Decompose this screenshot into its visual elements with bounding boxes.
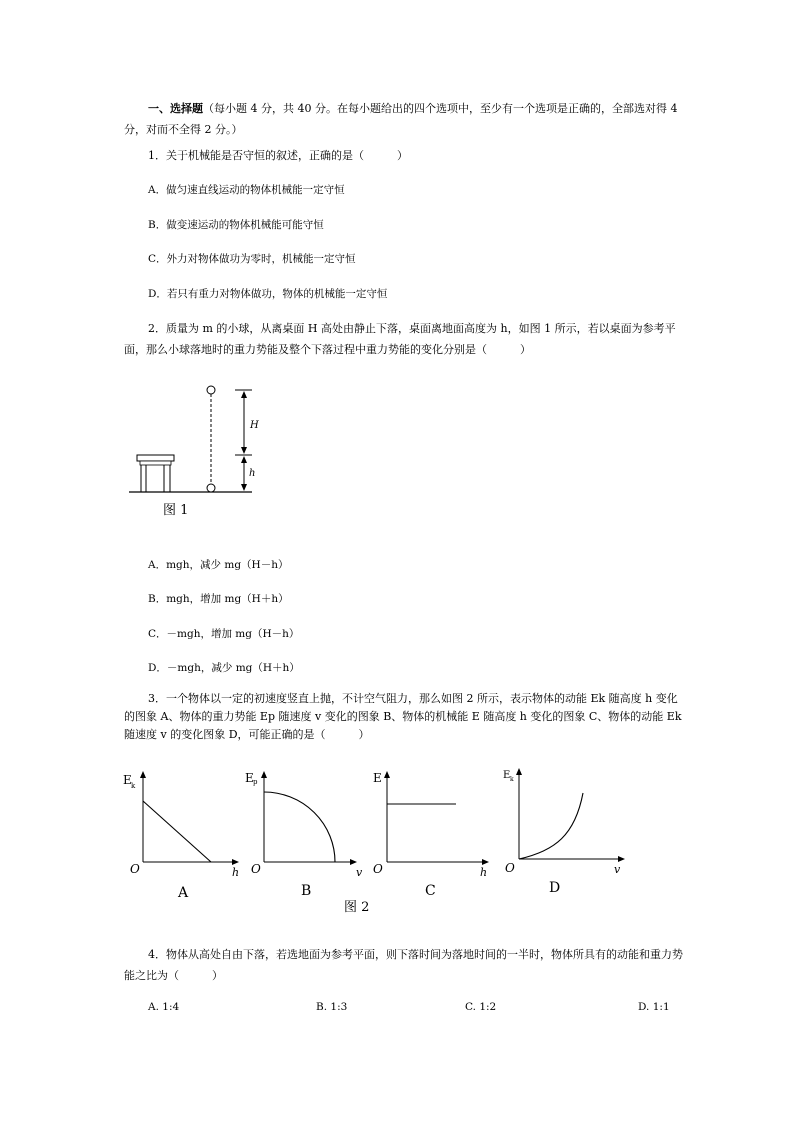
figure-1-caption: 图 1 [163,503,189,518]
graph-a-origin: O [130,862,140,876]
q3-stem: 3．一个物体以一定的初速度竖直上抛，不计空气阻力，那么如图 2 所示，表示物体的动能 Ek 随高度 h 变化的图象 A、物体的重力势能 Ep 随速度 v 变化的图象 B、物体的机械能 E 随高度 h 变化的图象 C、物体的动能 Ek 随速度 v 的变化图象 D，可能正确的是（ ） [124,692,682,741]
graph-a-letter: A [178,885,189,901]
q2-option-c: C．－mgh，增加 mg（H－h） [148,628,300,640]
graph-b-ylabel: E [245,771,254,785]
q4-option-b: B. 1:3 [316,1001,348,1013]
graph-b-curve [264,792,335,862]
q4-option-d: D. 1:1 [638,1001,670,1013]
graph-d-ysub: k [510,776,514,783]
graph-d-curve [519,793,583,859]
graph-d-origin: O [505,861,515,875]
q4-option-a: A. 1:4 [148,1001,180,1013]
graph-b-xlabel: v [356,866,363,879]
q1-option-b: B．做变速运动的物体机械能可能守恒 [148,219,324,231]
graph-a-ylabel: E [123,773,132,787]
section-instructions: （每小题 4 分，共 40 分。在每小题给出的四个选项中，至少有一个选项是正确的，全部选对得 4 分，对而不全得 2 分。） [124,102,678,136]
graph-a [123,772,239,901]
graph-c [373,771,488,899]
graph-b [245,771,363,899]
graph-b-letter: B [301,883,312,899]
graph-a-xlabel: h [232,866,240,879]
q2-option-a: A．mgh，减少 mg（H－h） [148,559,289,571]
q2-stem: 2．质量为 m 的小球，从离桌面 H 高处由静止下落，桌面离地面高度为 h，如图 1 所示，若以桌面为参考平面，那么小球落地时的重力势能及整个下落过程中重力势能的变化分别是（ ） [124,322,676,356]
q2-option-d: D．－mgh，减少 mg（H＋h） [148,662,300,674]
label-H: H [250,420,259,431]
graph-c-ylabel: E [373,771,382,785]
q4-option-c: C. 1:2 [465,1001,497,1013]
graph-c-xlabel: h [480,866,488,879]
q4-stem: 4．物体从高处自由下落，若选地面为参考平面，则下落时间为落地时间的一半时，物体所具有的动能和重力势能之比为（ ） [124,948,683,982]
q1-option-a: A．做匀速直线运动的物体机械能一定守恒 [148,184,345,196]
graph-d [503,769,624,896]
q1-stem: 1．关于机械能是否守恒的叙述，正确的是（ ） [148,149,408,162]
graph-a-ysub: k [131,782,136,790]
q1-option-d: D．若只有重力对物体做功，物体的机械能一定守恒 [148,288,388,300]
graph-c-letter: C [425,883,436,899]
graph-b-ysub: p [253,778,258,786]
section-title: 一、选择题 [148,102,203,115]
label-h: h [249,468,256,479]
graph-c-origin: O [373,862,383,876]
graph-a-curve [143,801,211,862]
figure-2-caption: 图 2 [344,900,370,915]
graph-b-origin: O [251,862,261,876]
graph-d-xlabel: v [614,863,621,876]
graph-d-ylabel: E [503,770,511,781]
q1-option-c: C．外力对物体做功为零时，机械能一定守恒 [148,253,356,265]
q2-option-b: B．mgh，增加 mg（H＋h） [148,593,289,605]
graph-d-letter: D [549,880,561,896]
